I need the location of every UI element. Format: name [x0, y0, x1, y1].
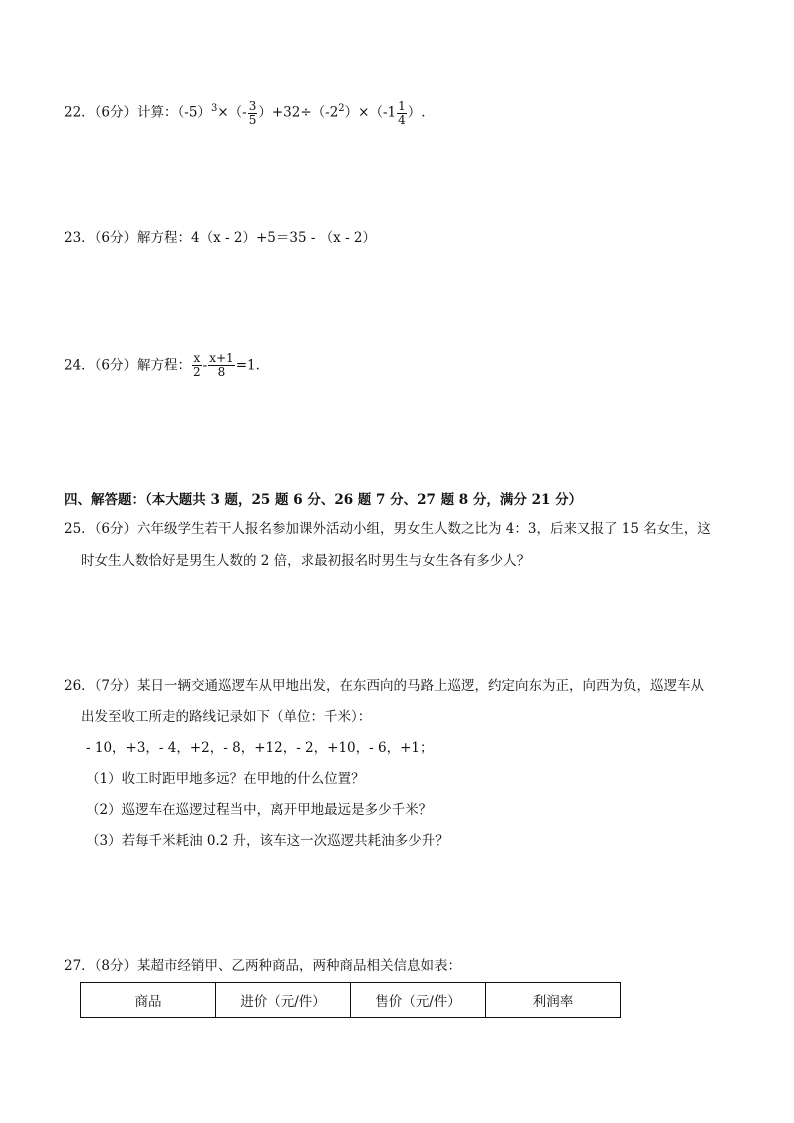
q22-fraction-1-denominator: 5	[248, 112, 257, 127]
table-header-cell: 利润率	[486, 983, 621, 1018]
question-26-line-2: 出发至收工所走的路线记录如下（单位：千米）：	[81, 709, 372, 725]
table-header-cell: 商品	[81, 983, 216, 1018]
question-22	[64, 99, 426, 127]
q22-part5: ）.	[407, 104, 426, 121]
q24-label: 24．（6分）解方程：	[64, 357, 192, 374]
question-25-line-1: 25．（6分）六年级学生若干人报名参加课外活动小组，男女生人数之比为 4：3，后来又报了 15 名女生，这	[64, 521, 711, 537]
q24-fraction-2-denominator: 8	[217, 365, 226, 379]
q22-exponent-1: 3	[210, 103, 218, 114]
question-24	[64, 352, 260, 379]
q22-fraction-2-denominator: 4	[398, 112, 406, 127]
q24-fraction-1	[192, 352, 202, 379]
q24-rest: =1.	[235, 357, 260, 374]
q22-part3: ）+32÷（-2	[258, 104, 339, 121]
q22-part4: ）×（-1	[344, 104, 397, 121]
q22-part2: ×（-	[217, 104, 247, 121]
q22-fraction-2	[397, 100, 407, 127]
table-header-cell: 进价（元/件）	[216, 983, 351, 1018]
question-27-line-1: 27．（8分）某超市经销甲、乙两种商品，两种商品相关信息如表：	[64, 958, 462, 974]
section-4-heading: 四、解答题：（本大题共 3 题，25 题 6 分、26 题 7 分、27 题 8 分，满分 21 分）	[64, 492, 583, 508]
q24-fraction-1-numerator: x	[193, 351, 201, 365]
question-26-records: - 10，+3，- 4，+2，- 8，+12，- 2，+10，- 6，+1；	[86, 740, 434, 756]
q22-exponent-2: 2	[338, 103, 345, 114]
q22-fraction-2-numerator: 1	[398, 98, 406, 113]
question-26-sub-3: （3）若每千米耗油 0.2 升，该车这一次巡逻共耗油多少升？	[86, 833, 449, 849]
question-26-sub-2: （2）巡逻车在巡逻过程当中，离开甲地最远是多少千米？	[86, 802, 433, 818]
q22-fraction-1	[248, 100, 258, 127]
q22-fraction-1-numerator: 3	[248, 98, 257, 113]
q22-label: 22．（6分）计算：	[64, 104, 178, 121]
q24-fraction-2-numerator: x+1	[209, 351, 234, 365]
q24-fraction-1-denominator: 2	[193, 365, 201, 379]
question-23: 23．（6分）解方程：4（x - 2）+5＝35 - （x - 2）	[64, 230, 377, 246]
question-26-line-1: 26．（7分）某日一辆交通巡逻车从甲地出发，在东西向的马路上巡逻，约定向东为正，向西为负，巡逻车从	[64, 678, 705, 694]
q24-minus: -	[202, 357, 208, 374]
table-header-row	[81, 983, 621, 1018]
q22-part1: （-5）	[177, 104, 211, 121]
q24-fraction-2	[208, 352, 234, 379]
question-25-line-2: 时女生人数恰好是男生人数的 2 倍，求最初报名时男生与女生各有多少人？	[81, 553, 531, 569]
table-header-cell: 售价（元/件）	[351, 983, 486, 1018]
product-info-table	[80, 982, 621, 1018]
question-26-sub-1: （1）收工时距甲地多远？在甲地的什么位置？	[86, 771, 365, 787]
